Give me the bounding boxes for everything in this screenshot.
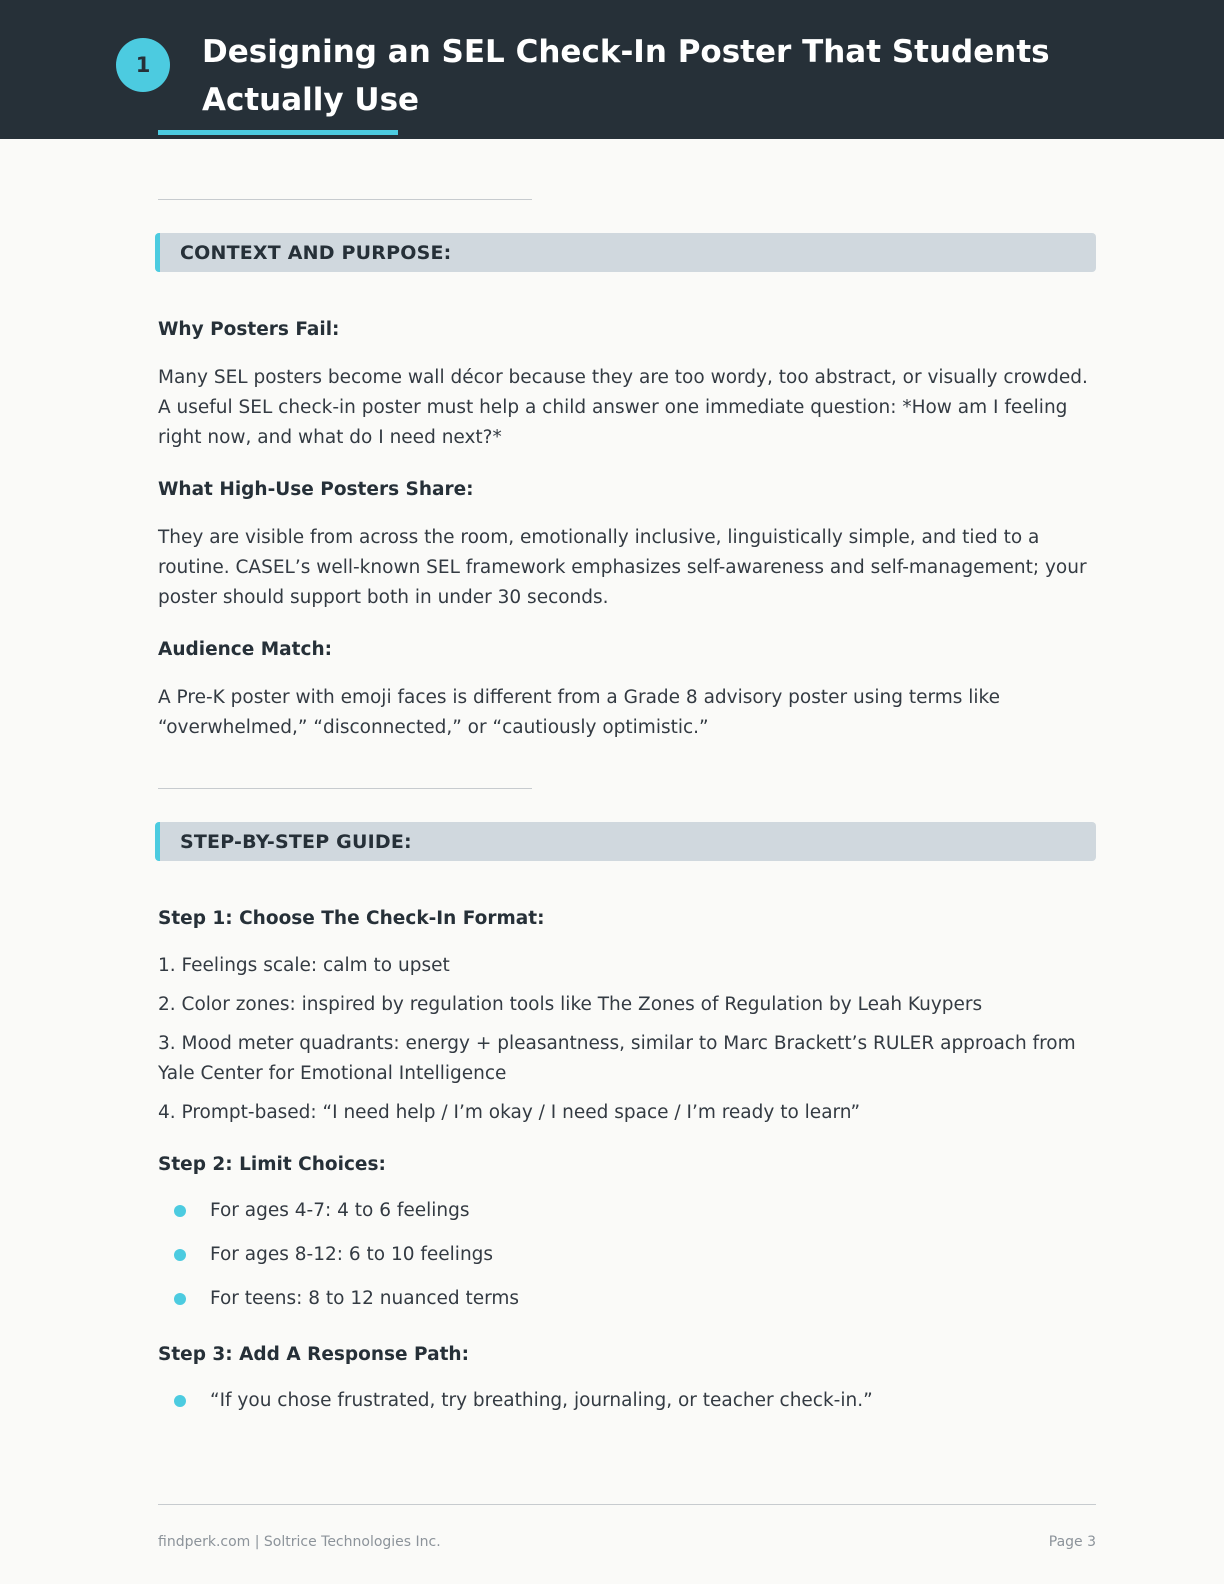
paragraph-why-posters-fail: Many SEL posters become wall décor because they are too wordy, too abstract, or visually crowded. A useful SEL check-in poster must help a child answer one immediate question: *How am I feeling right now, and what do I need next?* [158,367,1088,448]
bullet-icon [174,1249,186,1261]
section-divider [158,199,532,200]
paragraph-high-use-posters: They are visible from across the room, emotionally inclusive, linguistically simple, and tied to a routine. CASEL’s well-known SEL framework emphasizes self-awareness and self-management; your poster should support both in under 30 seconds. [158,527,1087,608]
section-heading-guide [155,822,1096,861]
list-item-text: “If you chose frustrated, try breathing, journaling, or teacher check-in.” [210,1390,873,1411]
step-1-list [158,951,1096,1128]
page-header [0,0,1224,139]
bullet-icon [174,1205,186,1217]
step-3-list [158,1386,1096,1416]
subheading-high-use-posters: What High-Use Posters Share: [158,479,474,500]
subheading-step-1: Step 1: Choose The Check-In Format: [158,908,545,929]
subheading-why-posters-fail: Why Posters Fail: [158,319,340,340]
list-item: 3. Mood meter quadrants: energy + pleasantness, similar to Marc Brackett’s RULER approach from Yale Center for Emotional Intelligence [158,1033,1076,1084]
list-item: 4. Prompt-based: “I need help / I’m okay / I need space / I’m ready to learn” [158,1102,861,1123]
list-item [158,1284,1096,1314]
list-item: 2. Color zones: inspired by regulation tools like The Zones of Regulation by Leah Kuypers [158,994,983,1015]
paragraph-audience-match: A Pre-K poster with emoji faces is different from a Grade 8 advisory poster using terms like “overwhelmed,” “disconnected,” or “cautiously optimistic.” [158,687,1000,738]
list-item-text: For ages 8-12: 6 to 10 feelings [210,1244,494,1265]
list-item: 1. Feelings scale: calm to upset [158,955,450,976]
section-divider [158,788,532,789]
section-heading-label: STEP-BY-STEP GUIDE: [180,830,412,853]
list-item-text: For teens: 8 to 12 nuanced terms [210,1288,520,1309]
list-item [158,1386,1096,1416]
list-item [158,1240,1096,1270]
list-item [158,1196,1096,1226]
header-accent-underline [158,130,398,135]
footer-source: findperk.com | Soltrice Technologies Inc. [158,1534,441,1550]
section-heading-label: CONTEXT AND PURPOSE: [180,241,452,264]
bullet-icon [174,1293,186,1305]
subheading-audience-match: Audience Match: [158,639,333,660]
step-2-list [158,1196,1096,1314]
bullet-icon [174,1395,186,1407]
section-heading-context [155,233,1096,272]
subheading-step-3: Step 3: Add A Response Path: [158,1344,469,1365]
list-item-text: For ages 4-7: 4 to 6 feelings [210,1200,470,1221]
page-content [158,199,1096,1416]
page-title: Designing an SEL Check-In Poster That Students Actually Use [202,34,1050,118]
footer-page-number: Page 3 [1048,1534,1096,1550]
subheading-step-2: Step 2: Limit Choices: [158,1154,386,1175]
footer-divider [158,1504,1096,1505]
chapter-number-badge: 1 [116,38,170,92]
